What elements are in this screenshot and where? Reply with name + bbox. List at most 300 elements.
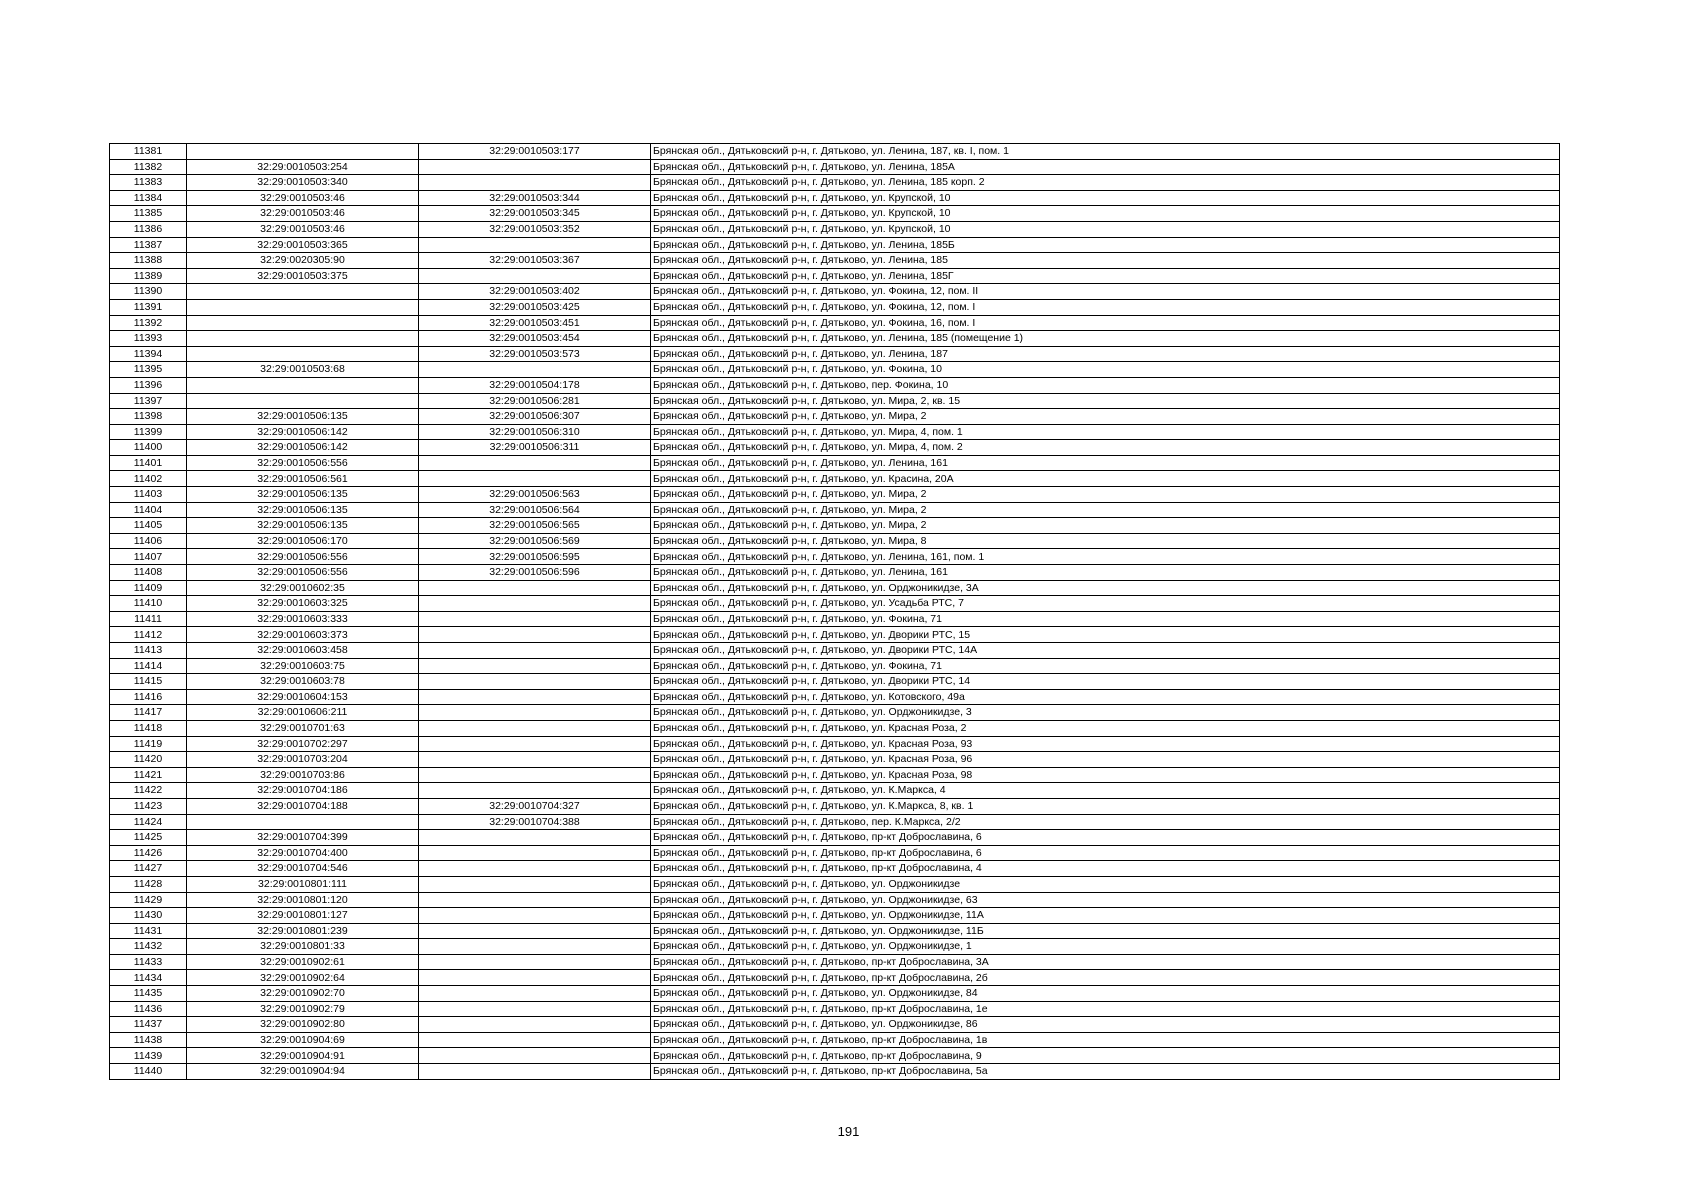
table-row <box>110 861 1560 877</box>
table-row <box>110 502 1560 518</box>
address-cell: Брянская обл., Дятьковский р-н, г. Дятьково, пр-кт Доброславина, 9 <box>651 1048 1560 1064</box>
table-row <box>110 752 1560 768</box>
row-number-cell: 11413 <box>110 643 187 659</box>
row-number-cell: 11434 <box>110 970 187 986</box>
table-row <box>110 1017 1560 1033</box>
cadastral-number-cell: 32:29:0010503:375 <box>187 268 419 284</box>
table-row <box>110 1032 1560 1048</box>
related-cadastral-number-cell <box>419 736 651 752</box>
row-number-cell: 11383 <box>110 175 187 191</box>
table-row <box>110 471 1560 487</box>
row-number-cell: 11435 <box>110 986 187 1002</box>
address-cell: Брянская обл., Дятьковский р-н, г. Дятьково, пр-кт Доброславина, 1в <box>651 1032 1560 1048</box>
row-number-cell: 11393 <box>110 331 187 347</box>
table-row <box>110 908 1560 924</box>
row-number-cell: 11386 <box>110 221 187 237</box>
related-cadastral-number-cell <box>419 767 651 783</box>
address-cell: Брянская обл., Дятьковский р-н, г. Дятьково, ул. Мира, 4, пом. 2 <box>651 440 1560 456</box>
related-cadastral-number-cell: 32:29:0010503:352 <box>419 221 651 237</box>
table-row <box>110 221 1560 237</box>
address-cell: Брянская обл., Дятьковский р-н, г. Дятьково, ул. Ленина, 185 <box>651 253 1560 269</box>
related-cadastral-number-cell: 32:29:0010503:425 <box>419 299 651 315</box>
related-cadastral-number-cell: 32:29:0010506:565 <box>419 518 651 534</box>
cadastral-number-cell <box>187 299 419 315</box>
row-number-cell: 11431 <box>110 923 187 939</box>
cadastral-number-cell: 32:29:0010503:365 <box>187 237 419 253</box>
row-number-cell: 11411 <box>110 611 187 627</box>
cadastral-number-cell <box>187 814 419 830</box>
cadastral-number-cell: 32:29:0010801:127 <box>187 908 419 924</box>
table-row <box>110 720 1560 736</box>
table-row <box>110 206 1560 222</box>
address-cell: Брянская обл., Дятьковский р-н, г. Дятьково, пр-кт Доброславина, 4 <box>651 861 1560 877</box>
related-cadastral-number-cell <box>419 627 651 643</box>
related-cadastral-number-cell: 32:29:0010506:563 <box>419 487 651 503</box>
cadastral-number-cell <box>187 377 419 393</box>
related-cadastral-number-cell <box>419 892 651 908</box>
related-cadastral-number-cell: 32:29:0010506:569 <box>419 533 651 549</box>
table-row <box>110 440 1560 456</box>
table-row <box>110 674 1560 690</box>
address-cell: Брянская обл., Дятьковский р-н, г. Дятьково, ул. Ленина, 185А <box>651 159 1560 175</box>
row-number-cell: 11418 <box>110 720 187 736</box>
row-number-cell: 11438 <box>110 1032 187 1048</box>
cadastral-number-cell <box>187 393 419 409</box>
address-cell: Брянская обл., Дятьковский р-н, г. Дятьково, ул. Орджоникидзе, 1 <box>651 939 1560 955</box>
related-cadastral-number-cell <box>419 658 651 674</box>
related-cadastral-number-cell <box>419 970 651 986</box>
row-number-cell: 11391 <box>110 299 187 315</box>
address-cell: Брянская обл., Дятьковский р-н, г. Дятьково, ул. Красная Роза, 98 <box>651 767 1560 783</box>
address-cell: Брянская обл., Дятьковский р-н, г. Дятьково, пр-кт Доброславина, 1е <box>651 1001 1560 1017</box>
table-row <box>110 377 1560 393</box>
row-number-cell: 11427 <box>110 861 187 877</box>
cadastral-number-cell: 32:29:0010703:86 <box>187 767 419 783</box>
table-row <box>110 284 1560 300</box>
cadastral-number-cell: 32:29:0010902:61 <box>187 954 419 970</box>
related-cadastral-number-cell <box>419 939 651 955</box>
cadastral-number-cell <box>187 144 419 160</box>
table-row <box>110 845 1560 861</box>
address-cell: Брянская обл., Дятьковский р-н, г. Дятьково, ул. Мира, 2 <box>651 409 1560 425</box>
address-cell: Брянская обл., Дятьковский р-н, г. Дятьково, ул. К.Маркса, 8, кв. 1 <box>651 798 1560 814</box>
address-cell: Брянская обл., Дятьковский р-н, г. Дятьково, ул. Дворики РТС, 15 <box>651 627 1560 643</box>
cadastral-number-cell: 32:29:0010506:561 <box>187 471 419 487</box>
cadastral-number-cell <box>187 315 419 331</box>
row-number-cell: 11402 <box>110 471 187 487</box>
related-cadastral-number-cell <box>419 159 651 175</box>
cadastral-number-cell: 32:29:0010506:135 <box>187 487 419 503</box>
related-cadastral-number-cell: 32:29:0010506:564 <box>419 502 651 518</box>
table-row <box>110 393 1560 409</box>
cadastral-number-cell: 32:29:0010506:556 <box>187 455 419 471</box>
row-number-cell: 11422 <box>110 783 187 799</box>
cadastral-number-cell: 32:29:0010602:35 <box>187 580 419 596</box>
row-number-cell: 11392 <box>110 315 187 331</box>
address-cell: Брянская обл., Дятьковский р-н, г. Дятьково, ул. Ленина, 185 (помещение 1) <box>651 331 1560 347</box>
related-cadastral-number-cell <box>419 908 651 924</box>
table-row <box>110 487 1560 503</box>
row-number-cell: 11385 <box>110 206 187 222</box>
table-row <box>110 954 1560 970</box>
table-row <box>110 611 1560 627</box>
row-number-cell: 11429 <box>110 892 187 908</box>
related-cadastral-number-cell <box>419 611 651 627</box>
table-row <box>110 814 1560 830</box>
address-cell: Брянская обл., Дятьковский р-н, г. Дятьково, ул. Мира, 2 <box>651 502 1560 518</box>
row-number-cell: 11404 <box>110 502 187 518</box>
address-cell: Брянская обл., Дятьковский р-н, г. Дятьково, ул. Мира, 2 <box>651 518 1560 534</box>
table-row <box>110 315 1560 331</box>
address-cell: Брянская обл., Дятьковский р-н, г. Дятьково, пр-кт Доброславина, 6 <box>651 830 1560 846</box>
related-cadastral-number-cell <box>419 455 651 471</box>
address-cell: Брянская обл., Дятьковский р-н, г. Дятьково, ул. Мира, 2, кв. 15 <box>651 393 1560 409</box>
address-cell: Брянская обл., Дятьковский р-н, г. Дятьково, ул. Ленина, 187 <box>651 346 1560 362</box>
address-cell: Брянская обл., Дятьковский р-н, г. Дятьково, ул. Дворики РТС, 14 <box>651 674 1560 690</box>
related-cadastral-number-cell <box>419 923 651 939</box>
cadastral-number-cell: 32:29:0010603:373 <box>187 627 419 643</box>
address-cell: Брянская обл., Дятьковский р-н, г. Дятьково, пер. К.Маркса, 2/2 <box>651 814 1560 830</box>
related-cadastral-number-cell <box>419 1017 651 1033</box>
related-cadastral-number-cell: 32:29:0010506:311 <box>419 440 651 456</box>
address-cell: Брянская обл., Дятьковский р-н, г. Дятьково, ул. Крупской, 10 <box>651 221 1560 237</box>
address-cell: Брянская обл., Дятьковский р-н, г. Дятьково, ул. К.Маркса, 4 <box>651 783 1560 799</box>
cadastral-number-cell <box>187 284 419 300</box>
page-number: 191 <box>837 1124 860 1139</box>
address-cell: Брянская обл., Дятьковский р-н, г. Дятьково, ул. Крупской, 10 <box>651 190 1560 206</box>
cadastral-number-cell: 32:29:0010904:91 <box>187 1048 419 1064</box>
cadastral-number-cell: 32:29:0010902:64 <box>187 970 419 986</box>
address-cell: Брянская обл., Дятьковский р-н, г. Дятьково, пр-кт Доброславина, 5а <box>651 1064 1560 1080</box>
cadastral-number-cell: 32:29:0010704:400 <box>187 845 419 861</box>
related-cadastral-number-cell: 32:29:0010704:327 <box>419 798 651 814</box>
row-number-cell: 11419 <box>110 736 187 752</box>
cadastral-number-cell: 32:29:0010506:135 <box>187 409 419 425</box>
table-row <box>110 455 1560 471</box>
row-number-cell: 11403 <box>110 487 187 503</box>
address-cell: Брянская обл., Дятьковский р-н, г. Дятьково, ул. Ленина, 161 <box>651 455 1560 471</box>
row-number-cell: 11430 <box>110 908 187 924</box>
cadastral-number-cell: 32:29:0010506:135 <box>187 518 419 534</box>
related-cadastral-number-cell <box>419 596 651 612</box>
table-row <box>110 892 1560 908</box>
related-cadastral-number-cell <box>419 783 651 799</box>
table-row <box>110 268 1560 284</box>
table-row <box>110 331 1560 347</box>
cadastral-number-cell: 32:29:0010503:46 <box>187 190 419 206</box>
related-cadastral-number-cell <box>419 830 651 846</box>
related-cadastral-number-cell: 32:29:0010503:345 <box>419 206 651 222</box>
row-number-cell: 11423 <box>110 798 187 814</box>
address-cell: Брянская обл., Дятьковский р-н, г. Дятьково, ул. Фокина, 71 <box>651 658 1560 674</box>
cadastral-number-cell: 32:29:0010506:170 <box>187 533 419 549</box>
address-cell: Брянская обл., Дятьковский р-н, г. Дятьково, ул. Орджоникидзе, 3 <box>651 705 1560 721</box>
cadastral-number-cell: 32:29:0010603:333 <box>187 611 419 627</box>
cadastral-number-cell: 32:29:0010801:33 <box>187 939 419 955</box>
row-number-cell: 11407 <box>110 549 187 565</box>
related-cadastral-number-cell <box>419 471 651 487</box>
related-cadastral-number-cell: 32:29:0010506:596 <box>419 565 651 581</box>
address-cell: Брянская обл., Дятьковский р-н, г. Дятьково, ул. Красная Роза, 93 <box>651 736 1560 752</box>
row-number-cell: 11389 <box>110 268 187 284</box>
row-number-cell: 11417 <box>110 705 187 721</box>
table-row <box>110 986 1560 1002</box>
row-number-cell: 11410 <box>110 596 187 612</box>
address-cell: Брянская обл., Дятьковский р-н, г. Дятьково, ул. Орджоникидзе, 3А <box>651 580 1560 596</box>
related-cadastral-number-cell: 32:29:0010503:454 <box>419 331 651 347</box>
row-number-cell: 11424 <box>110 814 187 830</box>
address-cell: Брянская обл., Дятьковский р-н, г. Дятьково, ул. Красная Роза, 96 <box>651 752 1560 768</box>
cadastral-number-cell: 32:29:0010703:204 <box>187 752 419 768</box>
table-row <box>110 159 1560 175</box>
cadastral-number-cell: 32:29:0010904:69 <box>187 1032 419 1048</box>
table-row <box>110 580 1560 596</box>
related-cadastral-number-cell <box>419 175 651 191</box>
address-cell: Брянская обл., Дятьковский р-н, г. Дятьково, ул. Ленина, 187, кв. I, пом. 1 <box>651 144 1560 160</box>
address-cell: Брянская обл., Дятьковский р-н, г. Дятьково, пр-кт Доброславина, 2б <box>651 970 1560 986</box>
table-row <box>110 830 1560 846</box>
address-cell: Брянская обл., Дятьковский р-н, г. Дятьково, ул. Ленина, 161 <box>651 565 1560 581</box>
table-row <box>110 798 1560 814</box>
related-cadastral-number-cell <box>419 845 651 861</box>
row-number-cell: 11436 <box>110 1001 187 1017</box>
cadastral-number-cell: 32:29:0010902:79 <box>187 1001 419 1017</box>
row-number-cell: 11439 <box>110 1048 187 1064</box>
address-cell: Брянская обл., Дятьковский р-н, г. Дятьково, ул. Фокина, 71 <box>651 611 1560 627</box>
table-row <box>110 565 1560 581</box>
table-row <box>110 923 1560 939</box>
address-cell: Брянская обл., Дятьковский р-н, г. Дятьково, ул. Фокина, 12, пом. II <box>651 284 1560 300</box>
related-cadastral-number-cell: 32:29:0010503:573 <box>419 346 651 362</box>
address-cell: Брянская обл., Дятьковский р-н, г. Дятьково, ул. Фокина, 12, пом. I <box>651 299 1560 315</box>
related-cadastral-number-cell <box>419 1032 651 1048</box>
related-cadastral-number-cell <box>419 986 651 1002</box>
table-row <box>110 346 1560 362</box>
related-cadastral-number-cell: 32:29:0010506:595 <box>419 549 651 565</box>
row-number-cell: 11433 <box>110 954 187 970</box>
row-number-cell: 11415 <box>110 674 187 690</box>
row-number-cell: 11428 <box>110 876 187 892</box>
row-number-cell: 11420 <box>110 752 187 768</box>
related-cadastral-number-cell: 32:29:0010506:310 <box>419 424 651 440</box>
property-registry-table <box>109 143 1560 1080</box>
related-cadastral-number-cell: 32:29:0010704:388 <box>419 814 651 830</box>
row-number-cell: 11397 <box>110 393 187 409</box>
registry-table-body <box>110 144 1560 1080</box>
address-cell: Брянская обл., Дятьковский р-н, г. Дятьково, ул. Орджоникидзе, 84 <box>651 986 1560 1002</box>
cadastral-number-cell: 32:29:0010503:46 <box>187 221 419 237</box>
cadastral-number-cell: 32:29:0010603:75 <box>187 658 419 674</box>
table-row <box>110 362 1560 378</box>
related-cadastral-number-cell: 32:29:0010503:451 <box>419 315 651 331</box>
table-row <box>110 518 1560 534</box>
cadastral-number-cell: 32:29:0010506:556 <box>187 549 419 565</box>
cadastral-number-cell: 32:29:0010801:120 <box>187 892 419 908</box>
table-row <box>110 689 1560 705</box>
table-row <box>110 144 1560 160</box>
table-row <box>110 1064 1560 1080</box>
address-cell: Брянская обл., Дятьковский р-н, г. Дятьково, ул. Орджоникидзе, 63 <box>651 892 1560 908</box>
table-row <box>110 970 1560 986</box>
related-cadastral-number-cell: 32:29:0010504:178 <box>419 377 651 393</box>
address-cell: Брянская обл., Дятьковский р-н, г. Дятьково, ул. Орджоникидзе <box>651 876 1560 892</box>
cadastral-number-cell: 32:29:0010603:325 <box>187 596 419 612</box>
row-number-cell: 11384 <box>110 190 187 206</box>
address-cell: Брянская обл., Дятьковский р-н, г. Дятьково, ул. Крупской, 10 <box>651 206 1560 222</box>
table-row <box>110 705 1560 721</box>
related-cadastral-number-cell <box>419 705 651 721</box>
related-cadastral-number-cell <box>419 954 651 970</box>
row-number-cell: 11409 <box>110 580 187 596</box>
table-row <box>110 876 1560 892</box>
table-row <box>110 736 1560 752</box>
cadastral-number-cell: 32:29:0010801:111 <box>187 876 419 892</box>
cadastral-number-cell: 32:29:0010603:458 <box>187 643 419 659</box>
row-number-cell: 11387 <box>110 237 187 253</box>
row-number-cell: 11432 <box>110 939 187 955</box>
table-row <box>110 549 1560 565</box>
address-cell: Брянская обл., Дятьковский р-н, г. Дятьково, ул. Мира, 4, пом. 1 <box>651 424 1560 440</box>
table-row <box>110 627 1560 643</box>
table-row <box>110 783 1560 799</box>
row-number-cell: 11406 <box>110 533 187 549</box>
address-cell: Брянская обл., Дятьковский р-н, г. Дятьково, ул. Ленина, 185 корп. 2 <box>651 175 1560 191</box>
row-number-cell: 11426 <box>110 845 187 861</box>
table-row <box>110 596 1560 612</box>
related-cadastral-number-cell <box>419 1048 651 1064</box>
address-cell: Брянская обл., Дятьковский р-н, г. Дятьково, ул. Орджоникидзе, 11А <box>651 908 1560 924</box>
row-number-cell: 11388 <box>110 253 187 269</box>
address-cell: Брянская обл., Дятьковский р-н, г. Дятьково, ул. Фокина, 16, пом. I <box>651 315 1560 331</box>
row-number-cell: 11416 <box>110 689 187 705</box>
cadastral-number-cell: 32:29:0010902:70 <box>187 986 419 1002</box>
cadastral-number-cell: 32:29:0010704:186 <box>187 783 419 799</box>
address-cell: Брянская обл., Дятьковский р-н, г. Дятьково, пр-кт Доброславина, 3А <box>651 954 1560 970</box>
cadastral-number-cell: 32:29:0010704:188 <box>187 798 419 814</box>
table-row <box>110 643 1560 659</box>
related-cadastral-number-cell <box>419 268 651 284</box>
table-row <box>110 1048 1560 1064</box>
address-cell: Брянская обл., Дятьковский р-н, г. Дятьково, ул. Дворики РТС, 14А <box>651 643 1560 659</box>
address-cell: Брянская обл., Дятьковский р-н, г. Дятьково, ул. Котовского, 49а <box>651 689 1560 705</box>
address-cell: Брянская обл., Дятьковский р-н, г. Дятьково, ул. Усадьба РТС, 7 <box>651 596 1560 612</box>
cadastral-number-cell: 32:29:0010503:340 <box>187 175 419 191</box>
cadastral-number-cell: 32:29:0010503:254 <box>187 159 419 175</box>
related-cadastral-number-cell <box>419 861 651 877</box>
table-row <box>110 658 1560 674</box>
row-number-cell: 11421 <box>110 767 187 783</box>
related-cadastral-number-cell: 32:29:0010503:177 <box>419 144 651 160</box>
related-cadastral-number-cell: 32:29:0010503:367 <box>419 253 651 269</box>
address-cell: Брянская обл., Дятьковский р-н, г. Дятьково, ул. Орджоникидзе, 11Б <box>651 923 1560 939</box>
row-number-cell: 11396 <box>110 377 187 393</box>
related-cadastral-number-cell <box>419 752 651 768</box>
related-cadastral-number-cell <box>419 580 651 596</box>
related-cadastral-number-cell <box>419 237 651 253</box>
row-number-cell: 11394 <box>110 346 187 362</box>
table-row <box>110 190 1560 206</box>
cadastral-number-cell: 32:29:0010506:556 <box>187 565 419 581</box>
address-cell: Брянская обл., Дятьковский р-н, г. Дятьково, ул. Красная Роза, 2 <box>651 720 1560 736</box>
table-row <box>110 175 1560 191</box>
table-row <box>110 253 1560 269</box>
related-cadastral-number-cell: 32:29:0010503:344 <box>419 190 651 206</box>
related-cadastral-number-cell: 32:29:0010506:307 <box>419 409 651 425</box>
row-number-cell: 11398 <box>110 409 187 425</box>
row-number-cell: 11412 <box>110 627 187 643</box>
related-cadastral-number-cell <box>419 643 651 659</box>
address-cell: Брянская обл., Дятьковский р-н, г. Дятьково, ул. Фокина, 10 <box>651 362 1560 378</box>
cadastral-number-cell: 32:29:0010904:94 <box>187 1064 419 1080</box>
address-cell: Брянская обл., Дятьковский р-н, г. Дятьково, ул. Красина, 20А <box>651 471 1560 487</box>
cadastral-number-cell: 32:29:0010603:78 <box>187 674 419 690</box>
cadastral-number-cell: 32:29:0010704:399 <box>187 830 419 846</box>
related-cadastral-number-cell <box>419 362 651 378</box>
cadastral-number-cell: 32:29:0010702:297 <box>187 736 419 752</box>
address-cell: Брянская обл., Дятьковский р-н, г. Дятьково, ул. Ленина, 161, пом. 1 <box>651 549 1560 565</box>
table-row <box>110 299 1560 315</box>
cadastral-number-cell: 32:29:0010902:80 <box>187 1017 419 1033</box>
related-cadastral-number-cell <box>419 674 651 690</box>
address-cell: Брянская обл., Дятьковский р-н, г. Дятьково, ул. Ленина, 185Г <box>651 268 1560 284</box>
row-number-cell: 11400 <box>110 440 187 456</box>
related-cadastral-number-cell: 32:29:0010503:402 <box>419 284 651 300</box>
row-number-cell: 11414 <box>110 658 187 674</box>
cadastral-number-cell: 32:29:0010606:211 <box>187 705 419 721</box>
row-number-cell: 11399 <box>110 424 187 440</box>
table-row <box>110 939 1560 955</box>
cadastral-number-cell <box>187 331 419 347</box>
cadastral-number-cell: 32:29:0010701:63 <box>187 720 419 736</box>
cadastral-number-cell: 32:29:0010503:68 <box>187 362 419 378</box>
cadastral-number-cell <box>187 346 419 362</box>
row-number-cell: 11425 <box>110 830 187 846</box>
table-row <box>110 533 1560 549</box>
row-number-cell: 11381 <box>110 144 187 160</box>
address-cell: Брянская обл., Дятьковский р-н, г. Дятьково, ул. Орджоникидзе, 86 <box>651 1017 1560 1033</box>
related-cadastral-number-cell <box>419 1064 651 1080</box>
related-cadastral-number-cell <box>419 689 651 705</box>
related-cadastral-number-cell <box>419 1001 651 1017</box>
table-row <box>110 409 1560 425</box>
address-cell: Брянская обл., Дятьковский р-н, г. Дятьково, пр-кт Доброславина, 6 <box>651 845 1560 861</box>
table-row <box>110 1001 1560 1017</box>
related-cadastral-number-cell <box>419 720 651 736</box>
row-number-cell: 11390 <box>110 284 187 300</box>
cadastral-number-cell: 32:29:0010704:546 <box>187 861 419 877</box>
table-row <box>110 767 1560 783</box>
cadastral-number-cell: 32:29:0010506:135 <box>187 502 419 518</box>
related-cadastral-number-cell: 32:29:0010506:281 <box>419 393 651 409</box>
cadastral-number-cell: 32:29:0020305:90 <box>187 253 419 269</box>
cadastral-number-cell: 32:29:0010506:142 <box>187 424 419 440</box>
row-number-cell: 11382 <box>110 159 187 175</box>
row-number-cell: 11440 <box>110 1064 187 1080</box>
row-number-cell: 11408 <box>110 565 187 581</box>
row-number-cell: 11405 <box>110 518 187 534</box>
address-cell: Брянская обл., Дятьковский р-н, г. Дятьково, ул. Мира, 2 <box>651 487 1560 503</box>
table-row <box>110 237 1560 253</box>
cadastral-number-cell: 32:29:0010503:46 <box>187 206 419 222</box>
cadastral-number-cell: 32:29:0010604:153 <box>187 689 419 705</box>
cadastral-number-cell: 32:29:0010801:239 <box>187 923 419 939</box>
address-cell: Брянская обл., Дятьковский р-н, г. Дятьково, ул. Ленина, 185Б <box>651 237 1560 253</box>
row-number-cell: 11437 <box>110 1017 187 1033</box>
row-number-cell: 11395 <box>110 362 187 378</box>
table-row <box>110 424 1560 440</box>
row-number-cell: 11401 <box>110 455 187 471</box>
cadastral-number-cell: 32:29:0010506:142 <box>187 440 419 456</box>
